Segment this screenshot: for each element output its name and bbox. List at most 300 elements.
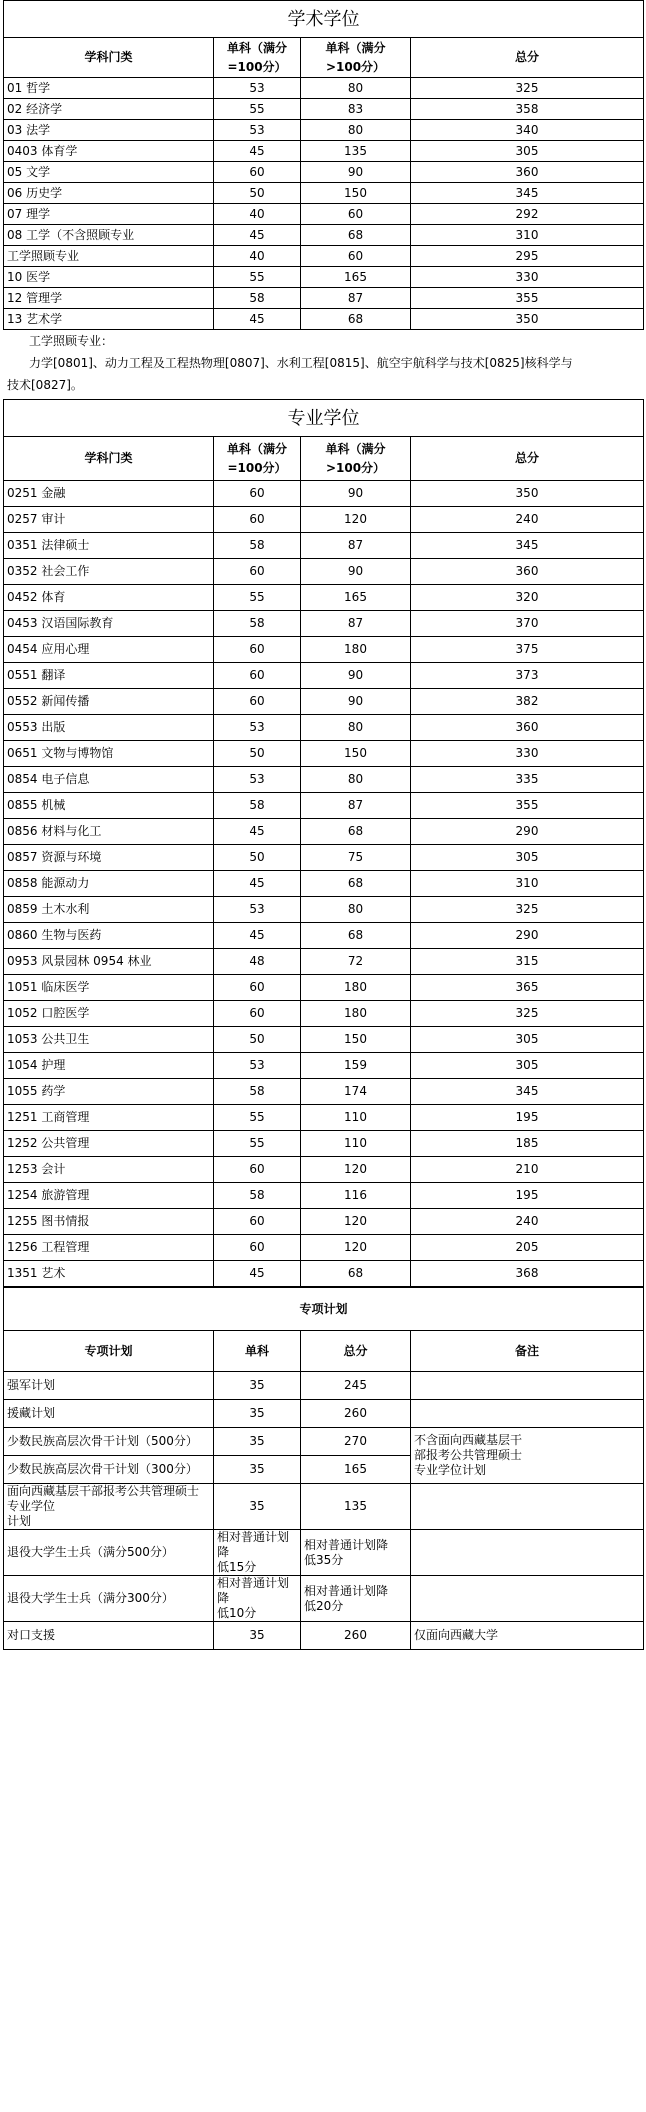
row-value: 360 [411, 162, 644, 183]
row-value: 80 [301, 120, 411, 141]
row-label: 1052 口腔医学 [4, 1001, 214, 1027]
row-value: 60 [301, 204, 411, 225]
table-row [4, 897, 644, 923]
plan-name [4, 1428, 214, 1456]
row-value: 240 [411, 1209, 644, 1235]
professional-title: 专业学位 [4, 400, 644, 437]
row-value: 60 [214, 1209, 301, 1235]
plan-name [4, 1622, 214, 1650]
row-value: 292 [411, 204, 644, 225]
cell-line: =100分） [227, 460, 287, 475]
row-label: 0651 文物与博物馆 [4, 741, 214, 767]
cell-line: 相对普通计划降 [217, 1530, 290, 1559]
column-header [411, 38, 644, 78]
cell-line: 35 [249, 1406, 265, 1420]
row-value: 120 [301, 1235, 411, 1261]
cell-line: 35 [249, 1462, 265, 1476]
plan-name [4, 1372, 214, 1400]
row-value: 60 [214, 481, 301, 507]
row-value: 90 [301, 162, 411, 183]
row-value: 58 [214, 611, 301, 637]
row-label: 0857 资源与环境 [4, 845, 214, 871]
row-value: 340 [411, 120, 644, 141]
table-row [4, 585, 644, 611]
table-row [4, 99, 644, 120]
row-value: 330 [411, 267, 644, 288]
row-value: 325 [411, 78, 644, 99]
row-value: 50 [214, 845, 301, 871]
table-row [4, 246, 644, 267]
table-row [4, 120, 644, 141]
cell-line: 低10分 [217, 1606, 257, 1620]
row-value: 290 [411, 923, 644, 949]
row-value: 80 [301, 78, 411, 99]
cell-line: 单科（满分 [325, 40, 386, 55]
table-row [4, 204, 644, 225]
row-value: 68 [301, 225, 411, 246]
row-value: 120 [301, 507, 411, 533]
row-label: 0855 机械 [4, 793, 214, 819]
cell-line: 援藏计划 [7, 1406, 56, 1420]
cell-line: 260 [344, 1628, 367, 1642]
cell-line: 相对普通计划降 [304, 1537, 389, 1552]
cell-line: 不含面向西藏基层干 [414, 1433, 523, 1447]
row-value: 68 [301, 1261, 411, 1287]
row-label: 0858 能源动力 [4, 871, 214, 897]
engineering-note [3, 330, 643, 396]
cell-line: 165 [344, 1462, 367, 1476]
page [3, 0, 643, 1650]
row-value: 58 [214, 533, 301, 559]
row-value: 116 [301, 1183, 411, 1209]
cell-line: 计划 [7, 1514, 32, 1528]
row-value: 345 [411, 533, 644, 559]
row-label: 13 艺术学 [4, 309, 214, 330]
row-value: 45 [214, 225, 301, 246]
table-row [4, 689, 644, 715]
row-value: 55 [214, 585, 301, 611]
cell-line: 低20分 [304, 1598, 344, 1613]
row-value: 50 [214, 741, 301, 767]
row-value: 58 [214, 1183, 301, 1209]
plan-single [214, 1400, 301, 1428]
row-value: 350 [411, 309, 644, 330]
table-row [4, 923, 644, 949]
special-header-row [4, 1331, 644, 1372]
table-row [4, 663, 644, 689]
table-row [4, 1027, 644, 1053]
cell-line: 270 [344, 1434, 367, 1448]
row-value: 90 [301, 559, 411, 585]
table-row [4, 507, 644, 533]
row-value: 375 [411, 637, 644, 663]
row-value: 373 [411, 663, 644, 689]
table-row [4, 1576, 644, 1622]
column-header [411, 437, 644, 481]
row-value: 310 [411, 225, 644, 246]
table-row [4, 741, 644, 767]
row-value: 305 [411, 845, 644, 871]
row-value: 68 [301, 819, 411, 845]
row-value: 58 [214, 793, 301, 819]
row-value: 40 [214, 246, 301, 267]
table-row [4, 225, 644, 246]
row-value: 310 [411, 871, 644, 897]
row-value: 72 [301, 949, 411, 975]
row-value: 195 [411, 1105, 644, 1131]
cell-line: 少数民族高层次骨干计划（500分） [7, 1434, 198, 1448]
row-value: 150 [301, 1027, 411, 1053]
row-value: 120 [301, 1157, 411, 1183]
row-label: 0351 法律硕士 [4, 533, 214, 559]
table-row [4, 141, 644, 162]
table-row [4, 533, 644, 559]
plan-remark [411, 1530, 644, 1576]
cell-line: =100分） [227, 59, 287, 74]
row-value: 305 [411, 1053, 644, 1079]
row-value: 305 [411, 141, 644, 162]
row-value: 53 [214, 767, 301, 793]
plan-single [214, 1622, 301, 1650]
plan-total [301, 1530, 411, 1576]
cell-line: 260 [344, 1406, 367, 1420]
row-value: 315 [411, 949, 644, 975]
row-value: 205 [411, 1235, 644, 1261]
plan-remark [411, 1428, 644, 1484]
row-label: 1351 艺术 [4, 1261, 214, 1287]
row-value: 53 [214, 1053, 301, 1079]
plan-single [214, 1456, 301, 1484]
table-row [4, 1372, 644, 1400]
row-value: 58 [214, 1079, 301, 1105]
row-value: 355 [411, 793, 644, 819]
table-row [4, 309, 644, 330]
row-value: 50 [214, 1027, 301, 1053]
row-label: 0454 应用心理 [4, 637, 214, 663]
row-value: 50 [214, 183, 301, 204]
row-value: 75 [301, 845, 411, 871]
table-row [4, 1183, 644, 1209]
row-value: 60 [301, 246, 411, 267]
row-label: 1051 临床医学 [4, 975, 214, 1001]
cell-line: 退役大学生士兵（满分300分） [7, 1591, 174, 1605]
row-value: 58 [214, 288, 301, 309]
table-row [4, 1157, 644, 1183]
table-row [4, 767, 644, 793]
row-label: 1254 旅游管理 [4, 1183, 214, 1209]
cell-line: 35 [249, 1628, 265, 1642]
cell-line: >100分） [325, 59, 386, 74]
row-value: 240 [411, 507, 644, 533]
plan-single [214, 1576, 301, 1622]
column-header [4, 437, 214, 481]
row-value: 360 [411, 559, 644, 585]
row-label: 08 工学（不含照顾专业 [4, 225, 214, 246]
table-row [4, 1235, 644, 1261]
table-row [4, 1131, 644, 1157]
row-value: 80 [301, 715, 411, 741]
row-label: 01 哲学 [4, 78, 214, 99]
cell-line: 对口支援 [7, 1628, 56, 1642]
row-value: 60 [214, 162, 301, 183]
table-row [4, 78, 644, 99]
row-value: 150 [301, 183, 411, 204]
row-value: 355 [411, 288, 644, 309]
row-value: 174 [301, 1079, 411, 1105]
row-label: 0551 翻译 [4, 663, 214, 689]
row-value: 53 [214, 78, 301, 99]
cell-line: 35 [249, 1378, 265, 1392]
table-row [4, 288, 644, 309]
plan-name [4, 1576, 214, 1622]
cell-line: >100分） [325, 460, 386, 475]
row-label: 10 医学 [4, 267, 214, 288]
row-value: 150 [301, 741, 411, 767]
table-row [4, 975, 644, 1001]
row-value: 53 [214, 897, 301, 923]
plan-total [301, 1400, 411, 1428]
academic-header-row [4, 38, 644, 78]
row-value: 55 [214, 99, 301, 120]
row-value: 55 [214, 1105, 301, 1131]
table-row [4, 715, 644, 741]
cell-line: 少数民族高层次骨干计划（300分） [7, 1462, 198, 1476]
plan-total [301, 1456, 411, 1484]
row-value: 45 [214, 1261, 301, 1287]
row-value: 40 [214, 204, 301, 225]
row-label: 0553 出版 [4, 715, 214, 741]
row-value: 53 [214, 715, 301, 741]
plan-total [301, 1372, 411, 1400]
row-value: 382 [411, 689, 644, 715]
table-row [4, 1001, 644, 1027]
special-title: 专项计划 [4, 1288, 644, 1331]
row-value: 83 [301, 99, 411, 120]
row-value: 159 [301, 1053, 411, 1079]
row-value: 45 [214, 819, 301, 845]
row-label: 0257 审计 [4, 507, 214, 533]
plan-single [214, 1372, 301, 1400]
academic-title: 学术学位 [4, 1, 644, 38]
cell-line: 部报考公共管理硕士 [414, 1448, 523, 1462]
row-value: 45 [214, 871, 301, 897]
note-line-2: 力学[0801]、动力工程及工程热物理[0807]、水利工程[0815]、航空宇航科学与技术[0825]核科学与 [29, 356, 573, 370]
row-value: 110 [301, 1131, 411, 1157]
row-value: 345 [411, 1079, 644, 1105]
plan-total [301, 1484, 411, 1530]
plan-single [214, 1484, 301, 1530]
note-line-3: 技术[0827]。 [7, 378, 83, 392]
row-label: 1256 工程管理 [4, 1235, 214, 1261]
row-label: 1255 图书情报 [4, 1209, 214, 1235]
row-value: 87 [301, 793, 411, 819]
table-row [4, 1079, 644, 1105]
special-table [3, 1287, 644, 1650]
cell-line: 相对普通计划降 [217, 1576, 290, 1605]
table-row [4, 162, 644, 183]
table-row [4, 611, 644, 637]
row-value: 60 [214, 507, 301, 533]
row-value: 60 [214, 975, 301, 1001]
row-value: 68 [301, 309, 411, 330]
table-row [4, 793, 644, 819]
cell-line: 35 [249, 1499, 265, 1513]
row-value: 210 [411, 1157, 644, 1183]
table-row [4, 819, 644, 845]
row-value: 45 [214, 141, 301, 162]
row-value: 55 [214, 1131, 301, 1157]
row-label: 02 经济学 [4, 99, 214, 120]
cell-line: 低15分 [217, 1560, 257, 1574]
professional-table [3, 399, 644, 1287]
plan-remark: 仅面向西藏大学 [411, 1622, 644, 1650]
cell-line: 面向西藏基层干部报考公共管理硕士专业学位 [7, 1484, 200, 1513]
row-label: 0452 体育 [4, 585, 214, 611]
cell-line: 相对普通计划降 [304, 1583, 389, 1598]
cell-line: 35 [249, 1434, 265, 1448]
cell-line: 学科门类 [84, 50, 133, 64]
row-value: 60 [214, 1001, 301, 1027]
row-label: 0403 体育学 [4, 141, 214, 162]
row-label: 工学照顾专业 [4, 246, 214, 267]
row-value: 135 [301, 141, 411, 162]
row-value: 55 [214, 267, 301, 288]
row-value: 180 [301, 975, 411, 1001]
row-value: 90 [301, 689, 411, 715]
row-label: 0251 金融 [4, 481, 214, 507]
row-value: 53 [214, 120, 301, 141]
row-value: 165 [301, 267, 411, 288]
row-label: 05 文学 [4, 162, 214, 183]
table-row [4, 183, 644, 204]
row-label: 0552 新闻传播 [4, 689, 214, 715]
row-label: 1054 护理 [4, 1053, 214, 1079]
row-value: 87 [301, 533, 411, 559]
row-value: 320 [411, 585, 644, 611]
column-header [301, 437, 411, 481]
plan-remark [411, 1484, 644, 1530]
row-label: 1251 工商管理 [4, 1105, 214, 1131]
row-value: 180 [301, 1001, 411, 1027]
row-value: 180 [301, 637, 411, 663]
table-row [4, 1261, 644, 1287]
cell-line: 学科门类 [84, 451, 133, 465]
column-header: 备注 [411, 1331, 644, 1372]
row-label: 0453 汉语国际教育 [4, 611, 214, 637]
table-row [4, 1053, 644, 1079]
plan-name [4, 1400, 214, 1428]
plan-total [301, 1622, 411, 1650]
row-value: 60 [214, 689, 301, 715]
row-label: 0854 电子信息 [4, 767, 214, 793]
row-label: 0859 土木水利 [4, 897, 214, 923]
cell-line: 245 [344, 1378, 367, 1392]
cell-line: 低35分 [304, 1552, 344, 1567]
column-header [4, 38, 214, 78]
row-value: 295 [411, 246, 644, 267]
row-value: 195 [411, 1183, 644, 1209]
row-label: 1253 会计 [4, 1157, 214, 1183]
row-value: 358 [411, 99, 644, 120]
table-row [4, 559, 644, 585]
table-row [4, 1428, 644, 1456]
column-header: 总分 [301, 1331, 411, 1372]
cell-line: 单科（满分 [226, 40, 287, 55]
cell-line: 135 [344, 1499, 367, 1513]
table-row [4, 1209, 644, 1235]
table-row [4, 267, 644, 288]
row-value: 87 [301, 611, 411, 637]
plan-remark [411, 1372, 644, 1400]
row-value: 325 [411, 897, 644, 923]
row-label: 0856 材料与化工 [4, 819, 214, 845]
row-value: 368 [411, 1261, 644, 1287]
row-value: 60 [214, 559, 301, 585]
table-row [4, 1622, 644, 1650]
plan-total [301, 1576, 411, 1622]
plan-name [4, 1456, 214, 1484]
table-row [4, 1400, 644, 1428]
row-value: 345 [411, 183, 644, 204]
professional-header-row [4, 437, 644, 481]
cell-line: 强军计划 [7, 1378, 56, 1392]
row-label: 1055 药学 [4, 1079, 214, 1105]
plan-remark [411, 1576, 644, 1622]
cell-line: 总分 [514, 451, 539, 465]
table-row [4, 1484, 644, 1530]
column-header [301, 38, 411, 78]
row-value: 335 [411, 767, 644, 793]
plan-single [214, 1530, 301, 1576]
table-row [4, 949, 644, 975]
row-value: 90 [301, 663, 411, 689]
row-value: 60 [214, 637, 301, 663]
row-value: 305 [411, 1027, 644, 1053]
row-value: 68 [301, 923, 411, 949]
table-row [4, 845, 644, 871]
row-label: 07 理学 [4, 204, 214, 225]
row-value: 360 [411, 715, 644, 741]
row-value: 68 [301, 871, 411, 897]
column-header: 专项计划 [4, 1331, 214, 1372]
row-value: 185 [411, 1131, 644, 1157]
cell-line: 单科（满分 [325, 441, 386, 456]
row-label: 0860 生物与医药 [4, 923, 214, 949]
row-value: 330 [411, 741, 644, 767]
row-value: 60 [214, 1157, 301, 1183]
row-value: 60 [214, 1235, 301, 1261]
row-label: 06 历史学 [4, 183, 214, 204]
row-value: 60 [214, 663, 301, 689]
column-header: 单科 [214, 1331, 301, 1372]
table-row [4, 871, 644, 897]
row-value: 90 [301, 481, 411, 507]
note-line-1: 工学照顾专业： [29, 334, 114, 348]
plan-single [214, 1428, 301, 1456]
plan-remark [411, 1400, 644, 1428]
row-value: 325 [411, 1001, 644, 1027]
plan-total [301, 1428, 411, 1456]
row-value: 87 [301, 288, 411, 309]
row-label: 12 管理学 [4, 288, 214, 309]
row-value: 120 [301, 1209, 411, 1235]
cell-line: 总分 [514, 50, 539, 64]
table-row [4, 1530, 644, 1576]
row-label: 1252 公共管理 [4, 1131, 214, 1157]
row-value: 48 [214, 949, 301, 975]
row-value: 350 [411, 481, 644, 507]
plan-name [4, 1530, 214, 1576]
